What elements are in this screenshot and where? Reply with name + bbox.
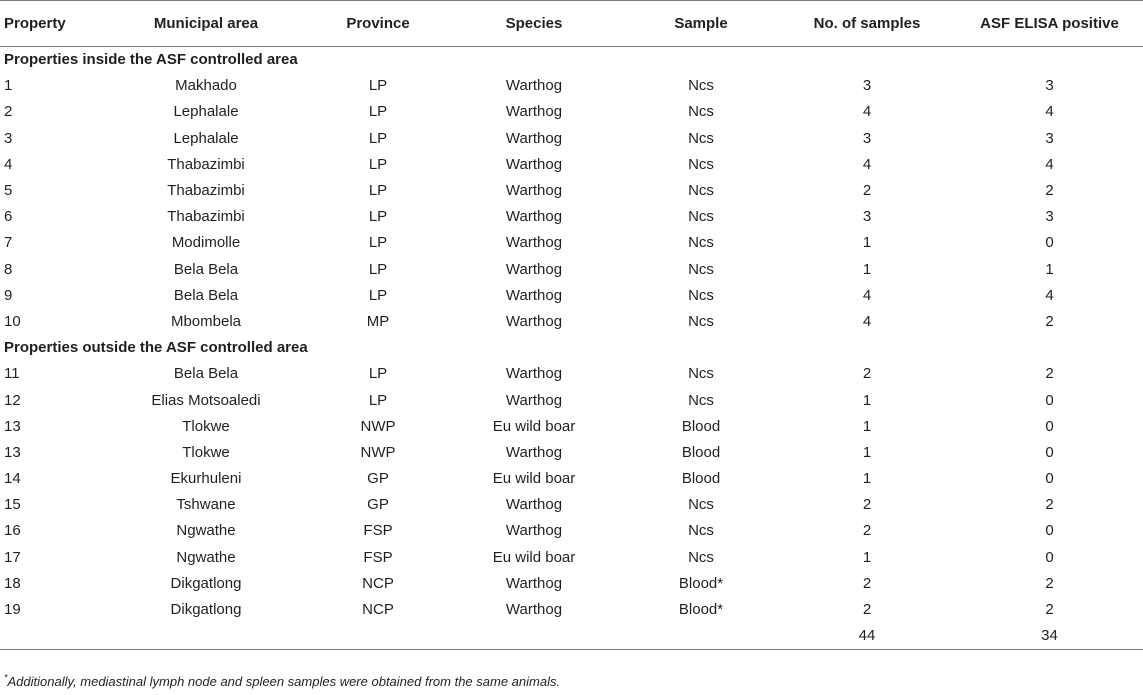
- table-row: [0, 125, 1143, 151]
- cell-species: Warthog: [505, 286, 563, 304]
- total-empty-cell: [312, 623, 444, 650]
- table-row: [0, 387, 1143, 413]
- cell-province: LP: [368, 365, 388, 383]
- table-row: [0, 177, 1143, 203]
- cell-province: LP: [368, 155, 388, 173]
- cell-asf-elisa-positive: 2: [1045, 182, 1054, 200]
- cell-municipal-area: Bela Bela: [173, 286, 239, 304]
- cell-municipal-area: Ngwathe: [176, 548, 236, 566]
- cell-sample: Blood: [681, 417, 721, 435]
- table-row: [0, 151, 1143, 177]
- cell-province: LP: [368, 182, 388, 200]
- cell-no-of-samples: 3: [862, 77, 872, 95]
- table-footnote: [4, 674, 560, 689]
- cell-species: Eu wild boar: [492, 470, 576, 488]
- header-species: Species: [444, 1, 624, 47]
- cell-property: 12: [4, 391, 21, 409]
- cell-province: NCP: [362, 601, 394, 619]
- total-asf-elisa-positive: 34: [956, 623, 1143, 650]
- cell-no-of-samples: 4: [862, 155, 872, 173]
- cell-municipal-area: Bela Bela: [173, 365, 239, 383]
- cell-species: Eu wild boar: [492, 417, 576, 435]
- cell-asf-elisa-positive: 2: [1045, 496, 1054, 514]
- cell-province: NCP: [362, 574, 394, 592]
- cell-asf-elisa-positive: 0: [1045, 234, 1054, 252]
- cell-municipal-area: Mbombela: [170, 312, 242, 330]
- cell-property: 10: [4, 312, 21, 330]
- cell-province: LP: [368, 77, 388, 95]
- cell-sample: Ncs: [688, 234, 714, 252]
- footnote-marker: *: [4, 672, 8, 683]
- footnote-text: Additionally, mediastinal lymph node and spleen samples were obtained from the same animals.: [7, 674, 561, 689]
- table-row: [0, 413, 1143, 439]
- cell-no-of-samples: 2: [862, 574, 872, 592]
- cell-property: 1: [4, 77, 13, 95]
- cell-municipal-area: Thabazimbi: [167, 208, 245, 226]
- cell-no-of-samples: 2: [862, 522, 872, 540]
- cell-sample: Ncs: [688, 365, 714, 383]
- cell-asf-elisa-positive: 0: [1045, 391, 1054, 409]
- section-inside-row: [0, 47, 1143, 73]
- cell-no-of-samples: 4: [862, 286, 872, 304]
- cell-species: Warthog: [505, 365, 563, 383]
- cell-no-of-samples: 1: [862, 470, 872, 488]
- cell-asf-elisa-positive: 2: [1045, 574, 1054, 592]
- cell-province: LP: [368, 286, 388, 304]
- cell-sample: Ncs: [688, 260, 714, 278]
- cell-no-of-samples: 3: [862, 208, 872, 226]
- total-empty-cell: [0, 623, 100, 650]
- cell-property: 17: [4, 548, 21, 566]
- header-row: [0, 1, 1143, 47]
- cell-sample: Ncs: [688, 548, 714, 566]
- cell-sample: Ncs: [688, 391, 714, 409]
- table-row: [0, 439, 1143, 465]
- table-row: [0, 256, 1143, 282]
- cell-sample: Ncs: [688, 129, 714, 147]
- cell-sample: Ncs: [688, 286, 714, 304]
- cell-province: LP: [368, 103, 388, 121]
- cell-municipal-area: Thabazimbi: [167, 155, 245, 173]
- cell-sample: Ncs: [688, 182, 714, 200]
- header-municipal-area: Municipal area: [100, 1, 312, 47]
- total-no-of-samples: 44: [778, 623, 956, 650]
- cell-municipal-area: Lephalale: [173, 129, 239, 147]
- cell-asf-elisa-positive: 0: [1045, 548, 1054, 566]
- cell-province: NWP: [360, 417, 396, 435]
- cell-no-of-samples: 1: [862, 234, 872, 252]
- cell-property: 11: [4, 365, 20, 383]
- cell-species: Warthog: [505, 601, 563, 619]
- cell-species: Warthog: [505, 234, 563, 252]
- cell-asf-elisa-positive: 2: [1045, 365, 1054, 383]
- header-asf-elisa-positive: ASF ELISA positive: [956, 1, 1143, 47]
- table-row: [0, 99, 1143, 125]
- cell-property: 7: [4, 234, 13, 252]
- header-province: Province: [312, 1, 444, 47]
- cell-municipal-area: Dikgatlong: [170, 574, 242, 592]
- total-empty-cell: [624, 623, 778, 650]
- cell-species: Warthog: [505, 155, 563, 173]
- cell-municipal-area: Modimolle: [171, 234, 241, 252]
- table-row: [0, 73, 1143, 99]
- cell-asf-elisa-positive: 0: [1045, 417, 1054, 435]
- cell-sample: Ncs: [688, 155, 714, 173]
- cell-asf-elisa-positive: 0: [1045, 470, 1054, 488]
- cell-species: Warthog: [505, 103, 563, 121]
- table-row: [0, 492, 1143, 518]
- cell-property: 18: [4, 574, 21, 592]
- cell-municipal-area: Elias Motsoaledi: [151, 391, 261, 409]
- cell-municipal-area: Dikgatlong: [170, 601, 242, 619]
- cell-no-of-samples: 1: [862, 260, 872, 278]
- cell-no-of-samples: 2: [862, 496, 872, 514]
- cell-species: Warthog: [505, 443, 563, 461]
- section-inside-heading: Properties inside the ASF controlled area: [4, 51, 298, 69]
- cell-species: Warthog: [505, 574, 563, 592]
- table-row: [0, 596, 1143, 622]
- section-outside-heading: Properties outside the ASF controlled area: [4, 339, 308, 357]
- cell-sample: Ncs: [688, 77, 714, 95]
- cell-property: 13: [4, 417, 21, 435]
- cell-sample: Ncs: [688, 103, 714, 121]
- cell-municipal-area: Ngwathe: [176, 522, 236, 540]
- cell-municipal-area: Tshwane: [176, 496, 236, 514]
- cell-municipal-area: Tlokwe: [182, 417, 230, 435]
- cell-sample: Blood*: [678, 574, 724, 592]
- table-row: [0, 230, 1143, 256]
- cell-asf-elisa-positive: 0: [1045, 522, 1054, 540]
- cell-municipal-area: Lephalale: [173, 103, 239, 121]
- cell-asf-elisa-positive: 3: [1045, 208, 1054, 226]
- cell-province: FSP: [363, 522, 393, 540]
- cell-province: LP: [368, 129, 388, 147]
- cell-species: Eu wild boar: [492, 548, 576, 566]
- cell-species: Warthog: [505, 260, 563, 278]
- cell-province: GP: [367, 496, 389, 514]
- cell-property: 13: [4, 443, 21, 461]
- cell-asf-elisa-positive: 3: [1045, 129, 1054, 147]
- cell-sample: Ncs: [688, 312, 714, 330]
- header-property: Property: [0, 1, 100, 47]
- cell-asf-elisa-positive: 2: [1045, 312, 1054, 330]
- cell-asf-elisa-positive: 4: [1045, 155, 1054, 173]
- cell-species: Warthog: [505, 129, 563, 147]
- cell-property: 2: [4, 103, 13, 121]
- cell-property: 15: [4, 496, 21, 514]
- cell-province: MP: [366, 312, 390, 330]
- table-row: [0, 544, 1143, 570]
- cell-asf-elisa-positive: 4: [1045, 103, 1054, 121]
- cell-species: Warthog: [505, 182, 563, 200]
- cell-property: 8: [4, 260, 13, 278]
- totals-row: [0, 623, 1143, 650]
- cell-municipal-area: Thabazimbi: [167, 182, 245, 200]
- total-empty-cell: [444, 623, 624, 650]
- cell-municipal-area: Makhado: [175, 77, 237, 95]
- cell-species: Warthog: [505, 208, 563, 226]
- cell-sample: Blood: [681, 443, 721, 461]
- cell-no-of-samples: 4: [862, 312, 872, 330]
- table-row: [0, 361, 1143, 387]
- cell-no-of-samples: 2: [862, 601, 872, 619]
- cell-no-of-samples: 3: [862, 129, 872, 147]
- section-outside-row: [0, 335, 1143, 361]
- table-row: [0, 282, 1143, 308]
- cell-no-of-samples: 4: [862, 103, 872, 121]
- cell-asf-elisa-positive: 3: [1045, 77, 1054, 95]
- table-row: [0, 570, 1143, 596]
- cell-province: LP: [368, 208, 388, 226]
- cell-property: 16: [4, 522, 21, 540]
- cell-province: FSP: [363, 548, 393, 566]
- cell-species: Warthog: [505, 312, 563, 330]
- cell-no-of-samples: 1: [862, 417, 872, 435]
- cell-asf-elisa-positive: 0: [1045, 443, 1054, 461]
- table-row: [0, 308, 1143, 334]
- cell-municipal-area: Bela Bela: [173, 260, 239, 278]
- cell-asf-elisa-positive: 4: [1045, 286, 1054, 304]
- cell-species: Warthog: [505, 496, 563, 514]
- cell-asf-elisa-positive: 1: [1045, 260, 1054, 278]
- header-no-of-samples: No. of samples: [778, 1, 956, 47]
- cell-species: Warthog: [505, 522, 563, 540]
- cell-asf-elisa-positive: 2: [1045, 601, 1054, 619]
- table-body: [0, 47, 1143, 650]
- cell-province: NWP: [360, 443, 396, 461]
- cell-sample: Ncs: [688, 496, 714, 514]
- cell-property: 19: [4, 601, 21, 619]
- cell-municipal-area: Ekurhuleni: [170, 470, 242, 488]
- table-row: [0, 518, 1143, 544]
- cell-property: 5: [4, 182, 13, 200]
- cell-property: 9: [4, 286, 13, 304]
- cell-property: 3: [4, 129, 13, 147]
- total-empty-cell: [100, 623, 312, 650]
- table-row: [0, 204, 1143, 230]
- cell-property: 14: [4, 470, 21, 488]
- cell-province: LP: [368, 391, 388, 409]
- cell-property: 6: [4, 208, 13, 226]
- cell-municipal-area: Tlokwe: [182, 443, 230, 461]
- cell-no-of-samples: 1: [862, 391, 872, 409]
- cell-province: GP: [367, 470, 389, 488]
- table-row: [0, 466, 1143, 492]
- cell-property: 4: [4, 155, 13, 173]
- cell-sample: Ncs: [688, 522, 714, 540]
- cell-no-of-samples: 1: [862, 443, 872, 461]
- cell-sample: Blood: [681, 470, 721, 488]
- cell-province: LP: [368, 234, 388, 252]
- cell-no-of-samples: 1: [862, 548, 872, 566]
- cell-species: Warthog: [505, 77, 563, 95]
- cell-province: LP: [368, 260, 388, 278]
- header-sample: Sample: [624, 1, 778, 47]
- cell-no-of-samples: 2: [862, 182, 872, 200]
- cell-sample: Ncs: [688, 208, 714, 226]
- cell-species: Warthog: [505, 391, 563, 409]
- cell-no-of-samples: 2: [862, 365, 872, 383]
- cell-sample: Blood*: [678, 601, 724, 619]
